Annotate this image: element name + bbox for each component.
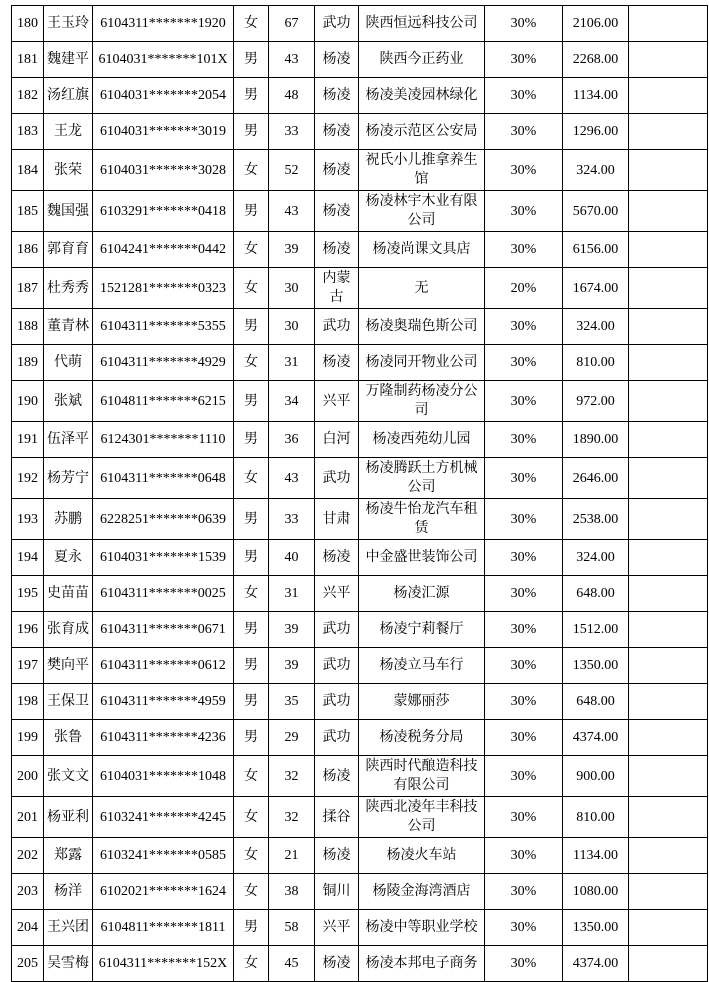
cell-age: 34: [269, 381, 315, 422]
cell-amount: 1350.00: [563, 648, 629, 684]
cell-origin: 铜川: [315, 874, 359, 910]
cell-origin: 杨凌: [315, 838, 359, 874]
cell-employer: 杨凌奥瑞色斯公司: [359, 309, 485, 345]
cell-employer: 杨凌示范区公安局: [359, 114, 485, 150]
cell-amount: 1134.00: [563, 838, 629, 874]
cell-ratio: 30%: [485, 191, 563, 232]
cell-name: 郑露: [44, 838, 93, 874]
cell-gender: 女: [234, 946, 269, 982]
cell-name: 王玉玲: [44, 6, 93, 42]
cell-employer: 万隆制药杨凌分公司: [359, 381, 485, 422]
cell-row-number: 205: [12, 946, 44, 982]
cell-age: 43: [269, 458, 315, 499]
cell-age: 35: [269, 684, 315, 720]
cell-row-number: 201: [12, 797, 44, 838]
cell-employer: 蒙娜丽莎: [359, 684, 485, 720]
cell-employer: 杨凌腾跃土方机械公司: [359, 458, 485, 499]
cell-gender: 女: [234, 6, 269, 42]
cell-ratio: 30%: [485, 232, 563, 268]
cell-gender: 男: [234, 540, 269, 576]
table-row: [12, 309, 708, 345]
cell-id-number: 6104311*******5355: [93, 309, 234, 345]
cell-age: 58: [269, 910, 315, 946]
cell-employer: 杨凌汇源: [359, 576, 485, 612]
cell-origin: 甘肃: [315, 499, 359, 540]
cell-gender: 男: [234, 720, 269, 756]
table-row: [12, 612, 708, 648]
cell-amount: 2268.00: [563, 42, 629, 78]
cell-age: 33: [269, 114, 315, 150]
cell-note: [629, 910, 708, 946]
cell-origin: 杨凌: [315, 114, 359, 150]
cell-gender: 女: [234, 150, 269, 191]
cell-note: [629, 946, 708, 982]
cell-amount: 1674.00: [563, 268, 629, 309]
table-row: [12, 78, 708, 114]
cell-amount: 1350.00: [563, 910, 629, 946]
cell-employer: 杨凌立马车行: [359, 648, 485, 684]
cell-ratio: 30%: [485, 576, 563, 612]
cell-ratio: 30%: [485, 648, 563, 684]
cell-ratio: 30%: [485, 114, 563, 150]
cell-age: 39: [269, 232, 315, 268]
cell-note: [629, 756, 708, 797]
cell-note: [629, 150, 708, 191]
cell-employer: 无: [359, 268, 485, 309]
table-row: [12, 540, 708, 576]
cell-id-number: 6124301*******1110: [93, 422, 234, 458]
cell-gender: 男: [234, 78, 269, 114]
cell-origin: 揉谷: [315, 797, 359, 838]
cell-amount: 1512.00: [563, 612, 629, 648]
cell-age: 39: [269, 648, 315, 684]
cell-age: 33: [269, 499, 315, 540]
cell-gender: 女: [234, 797, 269, 838]
roster-table: [11, 5, 708, 982]
cell-ratio: 30%: [485, 874, 563, 910]
cell-row-number: 196: [12, 612, 44, 648]
cell-origin: 武功: [315, 458, 359, 499]
cell-origin: 杨凌: [315, 191, 359, 232]
cell-gender: 男: [234, 309, 269, 345]
cell-row-number: 181: [12, 42, 44, 78]
cell-row-number: 188: [12, 309, 44, 345]
table-row: [12, 946, 708, 982]
cell-ratio: 30%: [485, 150, 563, 191]
cell-name: 杨洋: [44, 874, 93, 910]
cell-age: 31: [269, 345, 315, 381]
cell-employer: 杨凌同开物业公司: [359, 345, 485, 381]
cell-age: 67: [269, 6, 315, 42]
cell-origin: 武功: [315, 612, 359, 648]
cell-origin: 杨凌: [315, 946, 359, 982]
table-row: [12, 576, 708, 612]
cell-row-number: 194: [12, 540, 44, 576]
cell-amount: 810.00: [563, 345, 629, 381]
cell-id-number: 6104241*******0442: [93, 232, 234, 268]
cell-note: [629, 309, 708, 345]
cell-amount: 4374.00: [563, 946, 629, 982]
cell-note: [629, 78, 708, 114]
cell-amount: 5670.00: [563, 191, 629, 232]
cell-age: 31: [269, 576, 315, 612]
cell-age: 32: [269, 797, 315, 838]
table-row: [12, 150, 708, 191]
cell-ratio: 30%: [485, 797, 563, 838]
cell-note: [629, 381, 708, 422]
cell-note: [629, 540, 708, 576]
cell-gender: 女: [234, 458, 269, 499]
cell-row-number: 204: [12, 910, 44, 946]
table-row: [12, 422, 708, 458]
cell-row-number: 183: [12, 114, 44, 150]
cell-gender: 女: [234, 838, 269, 874]
cell-origin: 杨凌: [315, 42, 359, 78]
cell-employer: 杨凌宁莉餐厅: [359, 612, 485, 648]
cell-row-number: 185: [12, 191, 44, 232]
cell-id-number: 6104031*******101X: [93, 42, 234, 78]
cell-origin: 杨凌: [315, 345, 359, 381]
cell-origin: 杨凌: [315, 232, 359, 268]
cell-row-number: 192: [12, 458, 44, 499]
cell-age: 45: [269, 946, 315, 982]
cell-id-number: 6104031*******1539: [93, 540, 234, 576]
cell-id-number: 6104311*******152X: [93, 946, 234, 982]
cell-row-number: 187: [12, 268, 44, 309]
cell-row-number: 190: [12, 381, 44, 422]
table-row: [12, 874, 708, 910]
cell-origin: 武功: [315, 309, 359, 345]
cell-ratio: 30%: [485, 458, 563, 499]
cell-ratio: 30%: [485, 309, 563, 345]
cell-ratio: 30%: [485, 756, 563, 797]
cell-id-number: 6104311*******4236: [93, 720, 234, 756]
cell-name: 王保卫: [44, 684, 93, 720]
cell-employer: 陕西今正药业: [359, 42, 485, 78]
cell-name: 杨亚利: [44, 797, 93, 838]
cell-amount: 2538.00: [563, 499, 629, 540]
table-row: [12, 268, 708, 309]
cell-id-number: 6104031*******1048: [93, 756, 234, 797]
cell-row-number: 200: [12, 756, 44, 797]
cell-amount: 900.00: [563, 756, 629, 797]
cell-name: 苏鹏: [44, 499, 93, 540]
cell-employer: 陕西时代酿造科技有限公司: [359, 756, 485, 797]
cell-name: 杨芳宁: [44, 458, 93, 499]
cell-name: 张斌: [44, 381, 93, 422]
cell-id-number: 6228251*******0639: [93, 499, 234, 540]
cell-id-number: 6104811*******6215: [93, 381, 234, 422]
cell-gender: 男: [234, 612, 269, 648]
cell-age: 30: [269, 268, 315, 309]
cell-ratio: 30%: [485, 612, 563, 648]
cell-amount: 6156.00: [563, 232, 629, 268]
cell-row-number: 197: [12, 648, 44, 684]
cell-id-number: 6103241*******4245: [93, 797, 234, 838]
cell-gender: 男: [234, 114, 269, 150]
cell-id-number: 6102021*******1624: [93, 874, 234, 910]
cell-note: [629, 797, 708, 838]
cell-employer: 杨凌火车站: [359, 838, 485, 874]
cell-name: 董青林: [44, 309, 93, 345]
cell-amount: 324.00: [563, 150, 629, 191]
cell-origin: 杨凌: [315, 756, 359, 797]
cell-age: 36: [269, 422, 315, 458]
table-row: [12, 114, 708, 150]
cell-ratio: 30%: [485, 345, 563, 381]
cell-gender: 女: [234, 576, 269, 612]
cell-id-number: 6103291*******0418: [93, 191, 234, 232]
cell-name: 伍泽平: [44, 422, 93, 458]
cell-row-number: 193: [12, 499, 44, 540]
cell-id-number: 6104811*******1811: [93, 910, 234, 946]
cell-note: [629, 499, 708, 540]
cell-employer: 杨凌尚课文具店: [359, 232, 485, 268]
cell-gender: 男: [234, 191, 269, 232]
cell-name: 张鲁: [44, 720, 93, 756]
cell-row-number: 203: [12, 874, 44, 910]
cell-employer: 陕西恒远科技公司: [359, 6, 485, 42]
cell-row-number: 199: [12, 720, 44, 756]
cell-id-number: 1521281*******0323: [93, 268, 234, 309]
cell-gender: 男: [234, 422, 269, 458]
cell-employer: 陕西北凌年丰科技公司: [359, 797, 485, 838]
cell-id-number: 6104311*******0671: [93, 612, 234, 648]
cell-amount: 1080.00: [563, 874, 629, 910]
table-row: [12, 232, 708, 268]
cell-amount: 2106.00: [563, 6, 629, 42]
cell-gender: 男: [234, 648, 269, 684]
cell-row-number: 198: [12, 684, 44, 720]
cell-age: 52: [269, 150, 315, 191]
cell-row-number: 184: [12, 150, 44, 191]
cell-id-number: 6104311*******0648: [93, 458, 234, 499]
cell-employer: 杨凌美凌园林绿化: [359, 78, 485, 114]
table-row: [12, 838, 708, 874]
cell-note: [629, 232, 708, 268]
cell-amount: 324.00: [563, 309, 629, 345]
cell-ratio: 30%: [485, 946, 563, 982]
cell-row-number: 186: [12, 232, 44, 268]
cell-employer: 祝氏小儿推拿养生馆: [359, 150, 485, 191]
cell-note: [629, 684, 708, 720]
cell-ratio: 30%: [485, 6, 563, 42]
cell-name: 王兴团: [44, 910, 93, 946]
table-row: [12, 381, 708, 422]
cell-note: [629, 42, 708, 78]
cell-name: 夏永: [44, 540, 93, 576]
cell-id-number: 6104311*******1920: [93, 6, 234, 42]
table-row: [12, 6, 708, 42]
cell-row-number: 180: [12, 6, 44, 42]
cell-amount: 4374.00: [563, 720, 629, 756]
cell-note: [629, 422, 708, 458]
cell-note: [629, 114, 708, 150]
cell-name: 杜秀秀: [44, 268, 93, 309]
cell-row-number: 189: [12, 345, 44, 381]
cell-name: 魏国强: [44, 191, 93, 232]
cell-name: 史苗苗: [44, 576, 93, 612]
cell-note: [629, 345, 708, 381]
cell-age: 29: [269, 720, 315, 756]
cell-amount: 2646.00: [563, 458, 629, 499]
cell-gender: 女: [234, 345, 269, 381]
table-row: [12, 797, 708, 838]
cell-id-number: 6104031*******2054: [93, 78, 234, 114]
cell-gender: 男: [234, 42, 269, 78]
cell-amount: 1890.00: [563, 422, 629, 458]
cell-employer: 杨凌税务分局: [359, 720, 485, 756]
table-row: [12, 191, 708, 232]
cell-note: [629, 874, 708, 910]
cell-age: 21: [269, 838, 315, 874]
cell-note: [629, 458, 708, 499]
cell-amount: 1134.00: [563, 78, 629, 114]
cell-ratio: 20%: [485, 268, 563, 309]
table-row: [12, 756, 708, 797]
table-row: [12, 42, 708, 78]
cell-row-number: 195: [12, 576, 44, 612]
cell-age: 30: [269, 309, 315, 345]
cell-gender: 女: [234, 232, 269, 268]
table-row: [12, 648, 708, 684]
cell-employer: 杨凌牛怡龙汽车租赁: [359, 499, 485, 540]
cell-origin: 武功: [315, 720, 359, 756]
cell-note: [629, 268, 708, 309]
cell-age: 48: [269, 78, 315, 114]
cell-employer: 中金盛世装饰公司: [359, 540, 485, 576]
cell-gender: 女: [234, 756, 269, 797]
cell-age: 40: [269, 540, 315, 576]
cell-age: 32: [269, 756, 315, 797]
table-row: [12, 458, 708, 499]
cell-origin: 兴平: [315, 576, 359, 612]
cell-name: 张育成: [44, 612, 93, 648]
cell-id-number: 6104311*******4959: [93, 684, 234, 720]
cell-amount: 324.00: [563, 540, 629, 576]
cell-employer: 杨凌西苑幼儿园: [359, 422, 485, 458]
cell-id-number: 6104311*******4929: [93, 345, 234, 381]
cell-amount: 1296.00: [563, 114, 629, 150]
cell-ratio: 30%: [485, 42, 563, 78]
cell-ratio: 30%: [485, 381, 563, 422]
cell-employer: 杨凌林宇木业有限公司: [359, 191, 485, 232]
cell-age: 38: [269, 874, 315, 910]
cell-origin: 兴平: [315, 910, 359, 946]
table-row: [12, 345, 708, 381]
cell-note: [629, 6, 708, 42]
cell-note: [629, 612, 708, 648]
table-row: [12, 910, 708, 946]
cell-origin: 杨凌: [315, 78, 359, 114]
cell-ratio: 30%: [485, 684, 563, 720]
cell-ratio: 30%: [485, 499, 563, 540]
cell-origin: 杨凌: [315, 150, 359, 191]
cell-amount: 972.00: [563, 381, 629, 422]
cell-note: [629, 838, 708, 874]
cell-origin: 杨凌: [315, 540, 359, 576]
cell-name: 汤红旗: [44, 78, 93, 114]
cell-ratio: 30%: [485, 910, 563, 946]
cell-note: [629, 191, 708, 232]
cell-origin: 兴平: [315, 381, 359, 422]
cell-name: 吴雪梅: [44, 946, 93, 982]
cell-name: 魏建平: [44, 42, 93, 78]
cell-name: 樊向平: [44, 648, 93, 684]
cell-amount: 648.00: [563, 684, 629, 720]
cell-name: 王龙: [44, 114, 93, 150]
cell-employer: 杨陵金海湾酒店: [359, 874, 485, 910]
cell-row-number: 202: [12, 838, 44, 874]
cell-name: 张荣: [44, 150, 93, 191]
cell-name: 代萌: [44, 345, 93, 381]
cell-id-number: 6104311*******0025: [93, 576, 234, 612]
cell-note: [629, 720, 708, 756]
roster-table-body: [12, 6, 708, 982]
cell-name: 张文文: [44, 756, 93, 797]
cell-ratio: 30%: [485, 78, 563, 114]
cell-gender: 男: [234, 684, 269, 720]
cell-origin: 武功: [315, 684, 359, 720]
cell-row-number: 191: [12, 422, 44, 458]
cell-note: [629, 576, 708, 612]
cell-origin: 白河: [315, 422, 359, 458]
cell-employer: 杨凌中等职业学校: [359, 910, 485, 946]
cell-gender: 男: [234, 910, 269, 946]
cell-gender: 女: [234, 874, 269, 910]
cell-origin: 武功: [315, 6, 359, 42]
cell-gender: 男: [234, 381, 269, 422]
table-row: [12, 499, 708, 540]
cell-age: 39: [269, 612, 315, 648]
cell-id-number: 6104311*******0612: [93, 648, 234, 684]
cell-name: 郭育育: [44, 232, 93, 268]
cell-amount: 648.00: [563, 576, 629, 612]
cell-origin: 武功: [315, 648, 359, 684]
cell-id-number: 6103241*******0585: [93, 838, 234, 874]
cell-age: 43: [269, 42, 315, 78]
cell-id-number: 6104031*******3028: [93, 150, 234, 191]
cell-origin: 内蒙古: [315, 268, 359, 309]
cell-amount: 810.00: [563, 797, 629, 838]
cell-ratio: 30%: [485, 540, 563, 576]
cell-ratio: 30%: [485, 422, 563, 458]
table-row: [12, 720, 708, 756]
cell-gender: 女: [234, 268, 269, 309]
cell-employer: 杨凌本邦电子商务: [359, 946, 485, 982]
cell-age: 43: [269, 191, 315, 232]
table-row: [12, 684, 708, 720]
cell-ratio: 30%: [485, 838, 563, 874]
cell-row-number: 182: [12, 78, 44, 114]
cell-gender: 男: [234, 499, 269, 540]
cell-ratio: 30%: [485, 720, 563, 756]
cell-id-number: 6104031*******3019: [93, 114, 234, 150]
cell-note: [629, 648, 708, 684]
